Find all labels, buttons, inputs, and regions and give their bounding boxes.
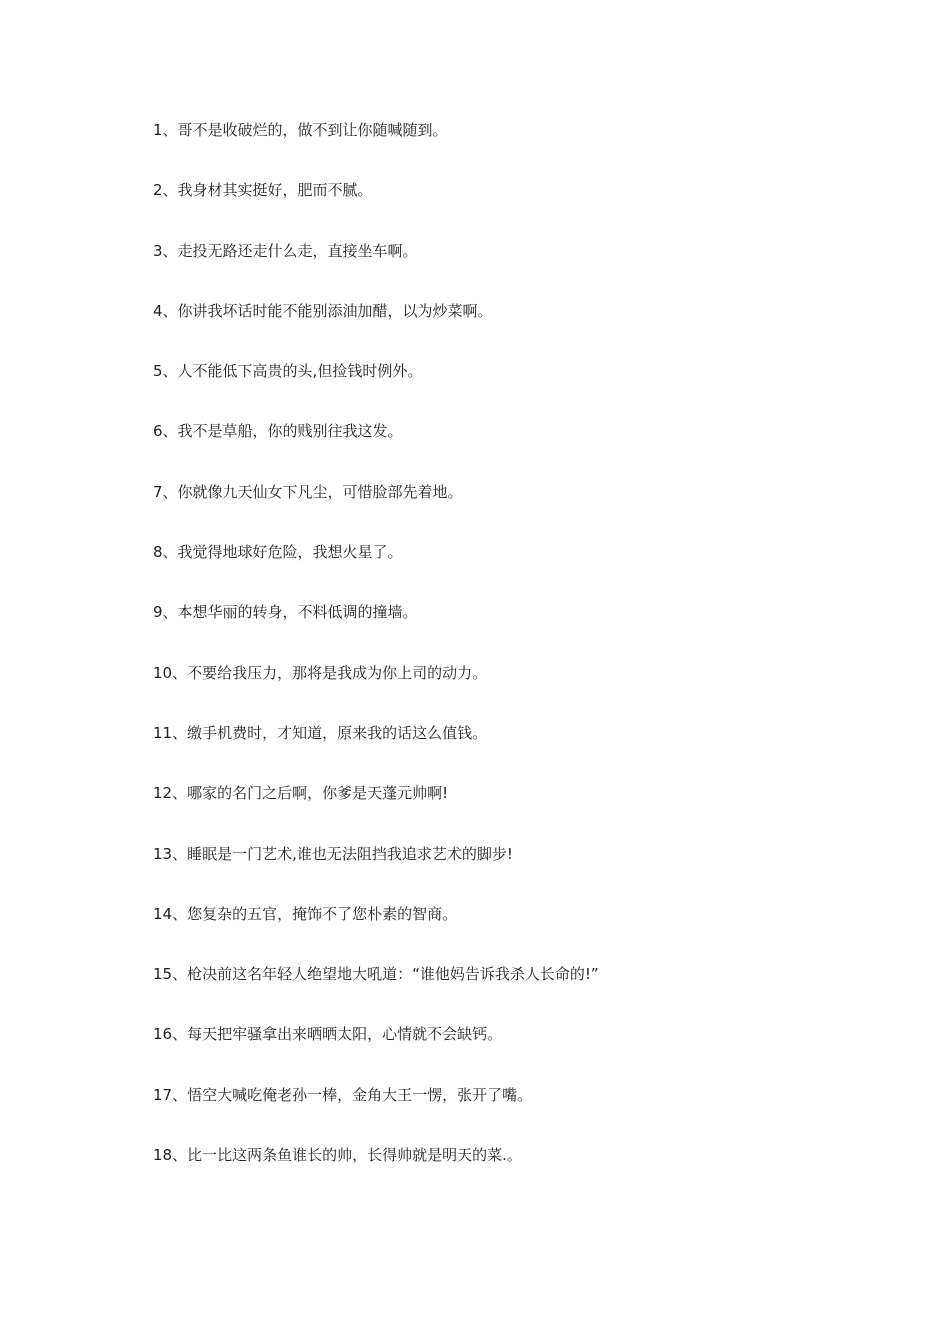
list-item: 15、枪决前这名年轻人绝望地大吼道：“谁他妈告诉我杀人长命的!” bbox=[153, 965, 599, 984]
list-item: 7、你就像九天仙女下凡尘，可惜脸部先着地。 bbox=[153, 482, 463, 501]
list-item: 14、您复杂的五官，掩饰不了您朴素的智商。 bbox=[153, 904, 458, 923]
list-item: 3、走投无路还走什么走，直接坐车啊。 bbox=[153, 241, 418, 260]
list-item: 1、哥不是收破烂的，做不到让你随喊随到。 bbox=[153, 121, 448, 139]
list-item: 8、我觉得地球好危险，我想火星了。 bbox=[153, 543, 403, 562]
list-item: 5、人不能低下高贵的头,但捡钱时例外。 bbox=[153, 362, 423, 381]
list-item: 12、哪家的名门之后啊，你爹是天蓬元帅啊! bbox=[153, 784, 449, 803]
list-item: 17、悟空大喊吃俺老孙一棒，金角大王一愣，张开了嘴。 bbox=[153, 1085, 533, 1104]
list-item: 18、比一比这两条鱼谁长的帅，长得帅就是明天的菜.。 bbox=[153, 1146, 522, 1165]
list-item: 9、本想华丽的转身，不料低调的撞墙。 bbox=[153, 603, 418, 622]
list-item: 11、缴手机费时，才知道，原来我的话这么值钱。 bbox=[153, 723, 488, 742]
list-item: 2、我身材其实挺好，肥而不腻。 bbox=[153, 181, 373, 200]
list-item: 16、每天把牢骚拿出来晒晒太阳，心情就不会缺钙。 bbox=[153, 1025, 503, 1044]
list-item: 4、你讲我坏话时能不能别添油加醋，以为炒菜啊。 bbox=[153, 301, 493, 320]
list-item: 6、我不是草船，你的贱别往我这发。 bbox=[153, 422, 403, 441]
joke-list bbox=[153, 118, 873, 1203]
list-item: 13、睡眠是一门艺术,谁也无法阻挡我追求艺术的脚步! bbox=[153, 844, 513, 863]
list-item: 10、不要给我压力，那将是我成为你上司的动力。 bbox=[153, 663, 488, 682]
